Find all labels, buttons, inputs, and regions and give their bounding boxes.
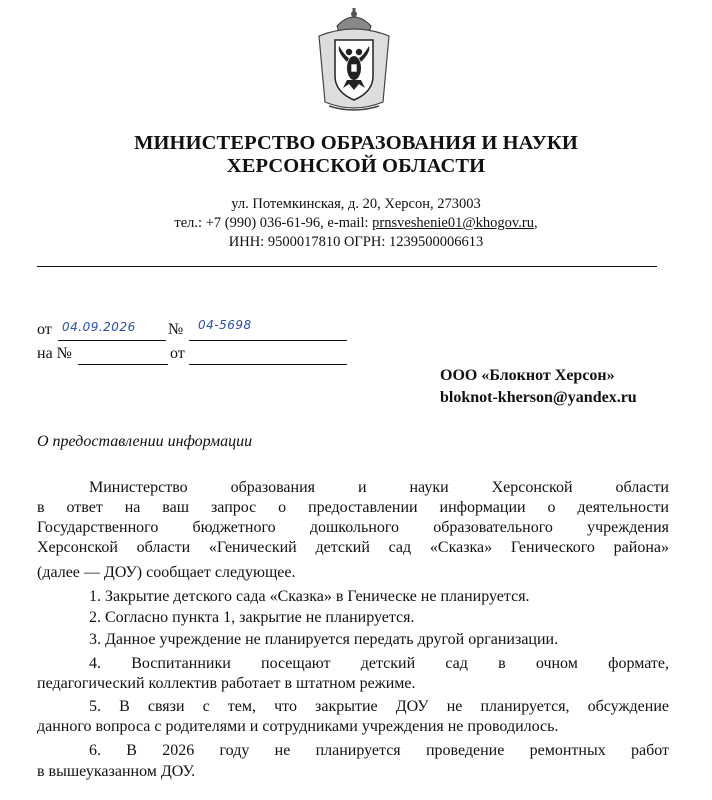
ministry-address: ул. Потемкинская, д. 20, Херсон, 273003 — [231, 196, 481, 212]
reply-date-line — [189, 346, 347, 365]
ministry-ids: ИНН: 9500017810 ОГРН: 1239500006613 — [228, 234, 484, 250]
body-intro-line1: Министерство образования и науки Херсонской области — [89, 479, 669, 496]
item-4-line2: педагогический коллектив работает в штатном режиме. — [37, 675, 416, 692]
item-6-line2: в вышеуказанном ДОУ. — [37, 763, 196, 780]
from-label: от — [37, 321, 52, 338]
number-handwritten: 04-5698 — [198, 318, 252, 332]
recipient-name: ООО «Блокнот Херсон» — [440, 367, 615, 384]
body-intro-line5: (далее — ДОУ) сообщает следующее. — [37, 564, 296, 581]
item-2: 2. Согласно пункта 1, закрытие не планируется. — [89, 609, 415, 626]
body-intro-line4: Херсонской области «Генический детский сад «Сказка» Генического района» — [37, 539, 669, 556]
ministry-contacts — [0, 214, 712, 232]
email-suffix: , — [533, 215, 538, 231]
item-5-line1: 5. В связи с тем, что закрытие ДОУ не планируется, обсуждение — [89, 698, 669, 715]
ministry-name-line2: ХЕРСОНСКОЙ ОБЛАСТИ — [226, 155, 486, 177]
item-6-line1: 6. В 2026 году не планируется проведение ремонтных работ — [89, 742, 669, 759]
reply-to-number-label: на № — [37, 345, 72, 362]
item-5-line2: данного вопроса с родителями и сотрудниками учреждения не проводилось. — [37, 718, 559, 735]
coat-of-arms-emblem — [311, 6, 397, 116]
body-intro-line2: в ответ на ваш запрос о предоставлении информации о деятельности — [37, 499, 669, 516]
from-date-handwritten: 04.09.2026 — [62, 320, 136, 334]
recipient-email: bloknot-kherson@yandex.ru — [440, 389, 637, 406]
reply-number-line — [78, 346, 168, 365]
reply-from-label: от — [170, 345, 185, 362]
body-intro-line3: Государственного бюджетного дошкольного образовательного учреждения — [37, 519, 669, 536]
item-4-line1: 4. Воспитанники посещают детский сад в очном формате, — [89, 655, 669, 672]
header-divider — [37, 266, 657, 267]
ministry-name-line1: МИНИСТЕРСТВО ОБРАЗОВАНИЯ И НАУКИ — [134, 132, 578, 154]
number-label: № — [168, 321, 184, 338]
letter-subject: О предоставлении информации — [37, 433, 253, 450]
item-3: 3. Данное учреждение не планируется передать другой организации. — [89, 631, 559, 648]
ministry-email-link[interactable]: prnsveshenie01@khogov.ru — [372, 215, 534, 231]
phone-text: тел.: +7 (990) 036-61-96, e-mail: — [174, 215, 373, 231]
item-1: 1. Закрытие детского сада «Сказка» в Геническе не планируется. — [89, 588, 530, 605]
